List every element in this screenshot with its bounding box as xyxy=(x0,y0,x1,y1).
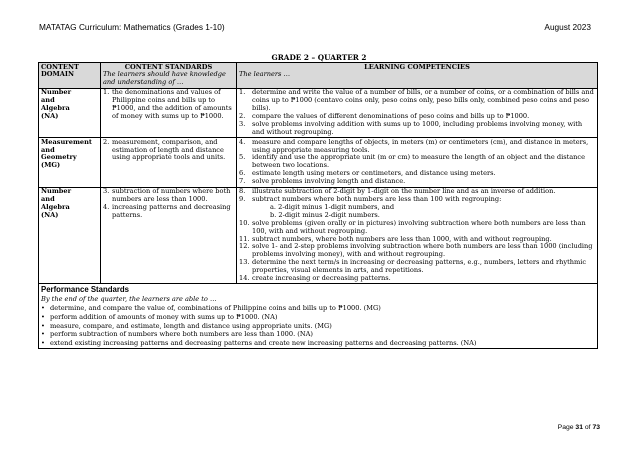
performance-standards-title: Performance Standards xyxy=(41,284,129,294)
competency-item: 1. determine and write the value of a number of bills, or a number of coins, or a combination of bills and coins up to ₱1000 (centavo coins only, peso coins only, peso bills only, combined peso coins and peso bills). xyxy=(239,88,594,113)
competency-item: 10. solve problems (given orally or in pictures) involving subtraction where both numbers are less than 100, with and without regrouping. xyxy=(239,218,586,235)
standard-item: 3. subtraction of numbers where both numbers are less than 1000. xyxy=(103,187,231,203)
header-content-standards: CONTENT STANDARDS The learners should have knowledge and understanding of … xyxy=(101,63,237,89)
table-row xyxy=(39,138,598,187)
competency-subitem: a. 2-digit minus 1-digit numbers, and xyxy=(270,202,395,211)
competencies-cell xyxy=(237,88,598,137)
standards-cell xyxy=(101,88,237,137)
competency-subitem: b. 2-digit minus 2-digit numbers. xyxy=(270,210,380,219)
table-row xyxy=(39,88,598,137)
domain-cell: Measurement and Geometry (MG) xyxy=(39,138,101,187)
competency-item: 8. illustrate subtraction of 2-digit by 1-digit on the number line and as an inverse of addition. xyxy=(239,187,556,196)
page-title: GRADE 2 – QUARTER 2 xyxy=(271,53,367,62)
competency-item: 9. subtract numbers where both numbers are less than 100 with regrouping: a. 2-digit minus 1-digit numbers, and b. 2-digit minus 2-digit numbers. xyxy=(239,196,595,220)
competency-item: 11. subtract numbers, where both numbers are less than 1000, with and without regrouping. xyxy=(239,234,552,243)
performance-item: • determine, and compare the value of, combinations of Philippine coins and bills up to ₱1000. (MG) xyxy=(41,304,381,313)
bullet-icon: • xyxy=(41,321,45,330)
competency-item: 6. estimate length using meters or centimeters, and distance using meters. xyxy=(239,169,496,178)
competency-item: 3. solve problems involving addition with sums up to 1000, including problems involving money, with and without regrouping. xyxy=(239,119,583,136)
competency-item: 14. create increasing or decreasing patterns. xyxy=(239,274,391,283)
standard-item: 2. measurement, comparison, and estimation of length and distance using appropriate tools and units. xyxy=(103,137,226,162)
curriculum-table xyxy=(38,62,598,349)
table-row xyxy=(39,187,598,284)
competency-item: 5. identify and use the appropriate unit (m or cm) to measure the length of an object and the distance between two locations. xyxy=(239,153,586,170)
competencies-cell xyxy=(237,187,598,284)
header-content-domain: CONTENT DOMAIN xyxy=(39,63,101,89)
competency-item: 2. compare the values of different denominations of peso coins and bills up to ₱1000. xyxy=(239,111,530,120)
table-header-row xyxy=(39,63,598,89)
standard-item: 4. increasing patterns and decreasing patterns. xyxy=(103,202,231,219)
standard-item: 1. the denominations and values of Philippine coins and bills up to ₱1000, and the addition of amounts of money with sums up to ₱1000. xyxy=(103,88,232,120)
performance-item: • perform subtraction of numbers where both numbers are less than 1000. (NA) xyxy=(41,330,313,339)
competency-item: 4. measure and compare lengths of objects, in meters (m) or centimeters (cm), and distance in meters, using appropriate measuring tools. xyxy=(239,137,589,154)
performance-standards-cell xyxy=(39,284,598,348)
performance-standards-intro: By the end of the quarter, the learners are able to … xyxy=(41,294,217,303)
competency-item: 7. solve problems involving length and distance. xyxy=(239,177,406,186)
performance-item: • measure, compare, and estimate, length and distance using appropriate units. (MG) xyxy=(41,321,332,330)
document-header-title: MATATAG Curriculum: Mathematics (Grades 1-10) xyxy=(39,22,225,32)
bullet-icon: • xyxy=(41,338,45,347)
competencies-cell xyxy=(237,138,598,187)
domain-cell: Number and Algebra (NA) xyxy=(39,88,101,137)
bullet-icon: • xyxy=(41,330,45,339)
bullet-icon: • xyxy=(41,304,45,313)
competency-item: 13. determine the next term/s in increasing or decreasing patterns, e.g., numbers, letters and rhythmic properties, visual elements in arts, and repetitions. xyxy=(239,258,587,275)
document-header-date: August 2023 xyxy=(544,22,591,32)
performance-item: • extend existing increasing patterns and decreasing patterns and create new increasing patterns and decreasing patterns. (NA) xyxy=(41,338,477,347)
page-number: Page 31 of 73 xyxy=(557,424,600,431)
competency-item: 12. solve 1- and 2-step problems involving subtraction where both numbers are less than 1000 (including problems involving money), with and without regrouping. xyxy=(239,242,593,259)
domain-cell: Number and Algebra (NA) xyxy=(39,187,101,284)
bullet-icon: • xyxy=(41,313,45,322)
performance-standards-row xyxy=(39,284,598,348)
header-learning-competencies: LEARNING COMPETENCIES The learners … xyxy=(237,63,598,89)
performance-item: • perform addition of amounts of money with sums up to ₱1000. (NA) xyxy=(41,313,278,322)
standards-cell xyxy=(101,187,237,284)
standards-cell xyxy=(101,138,237,187)
